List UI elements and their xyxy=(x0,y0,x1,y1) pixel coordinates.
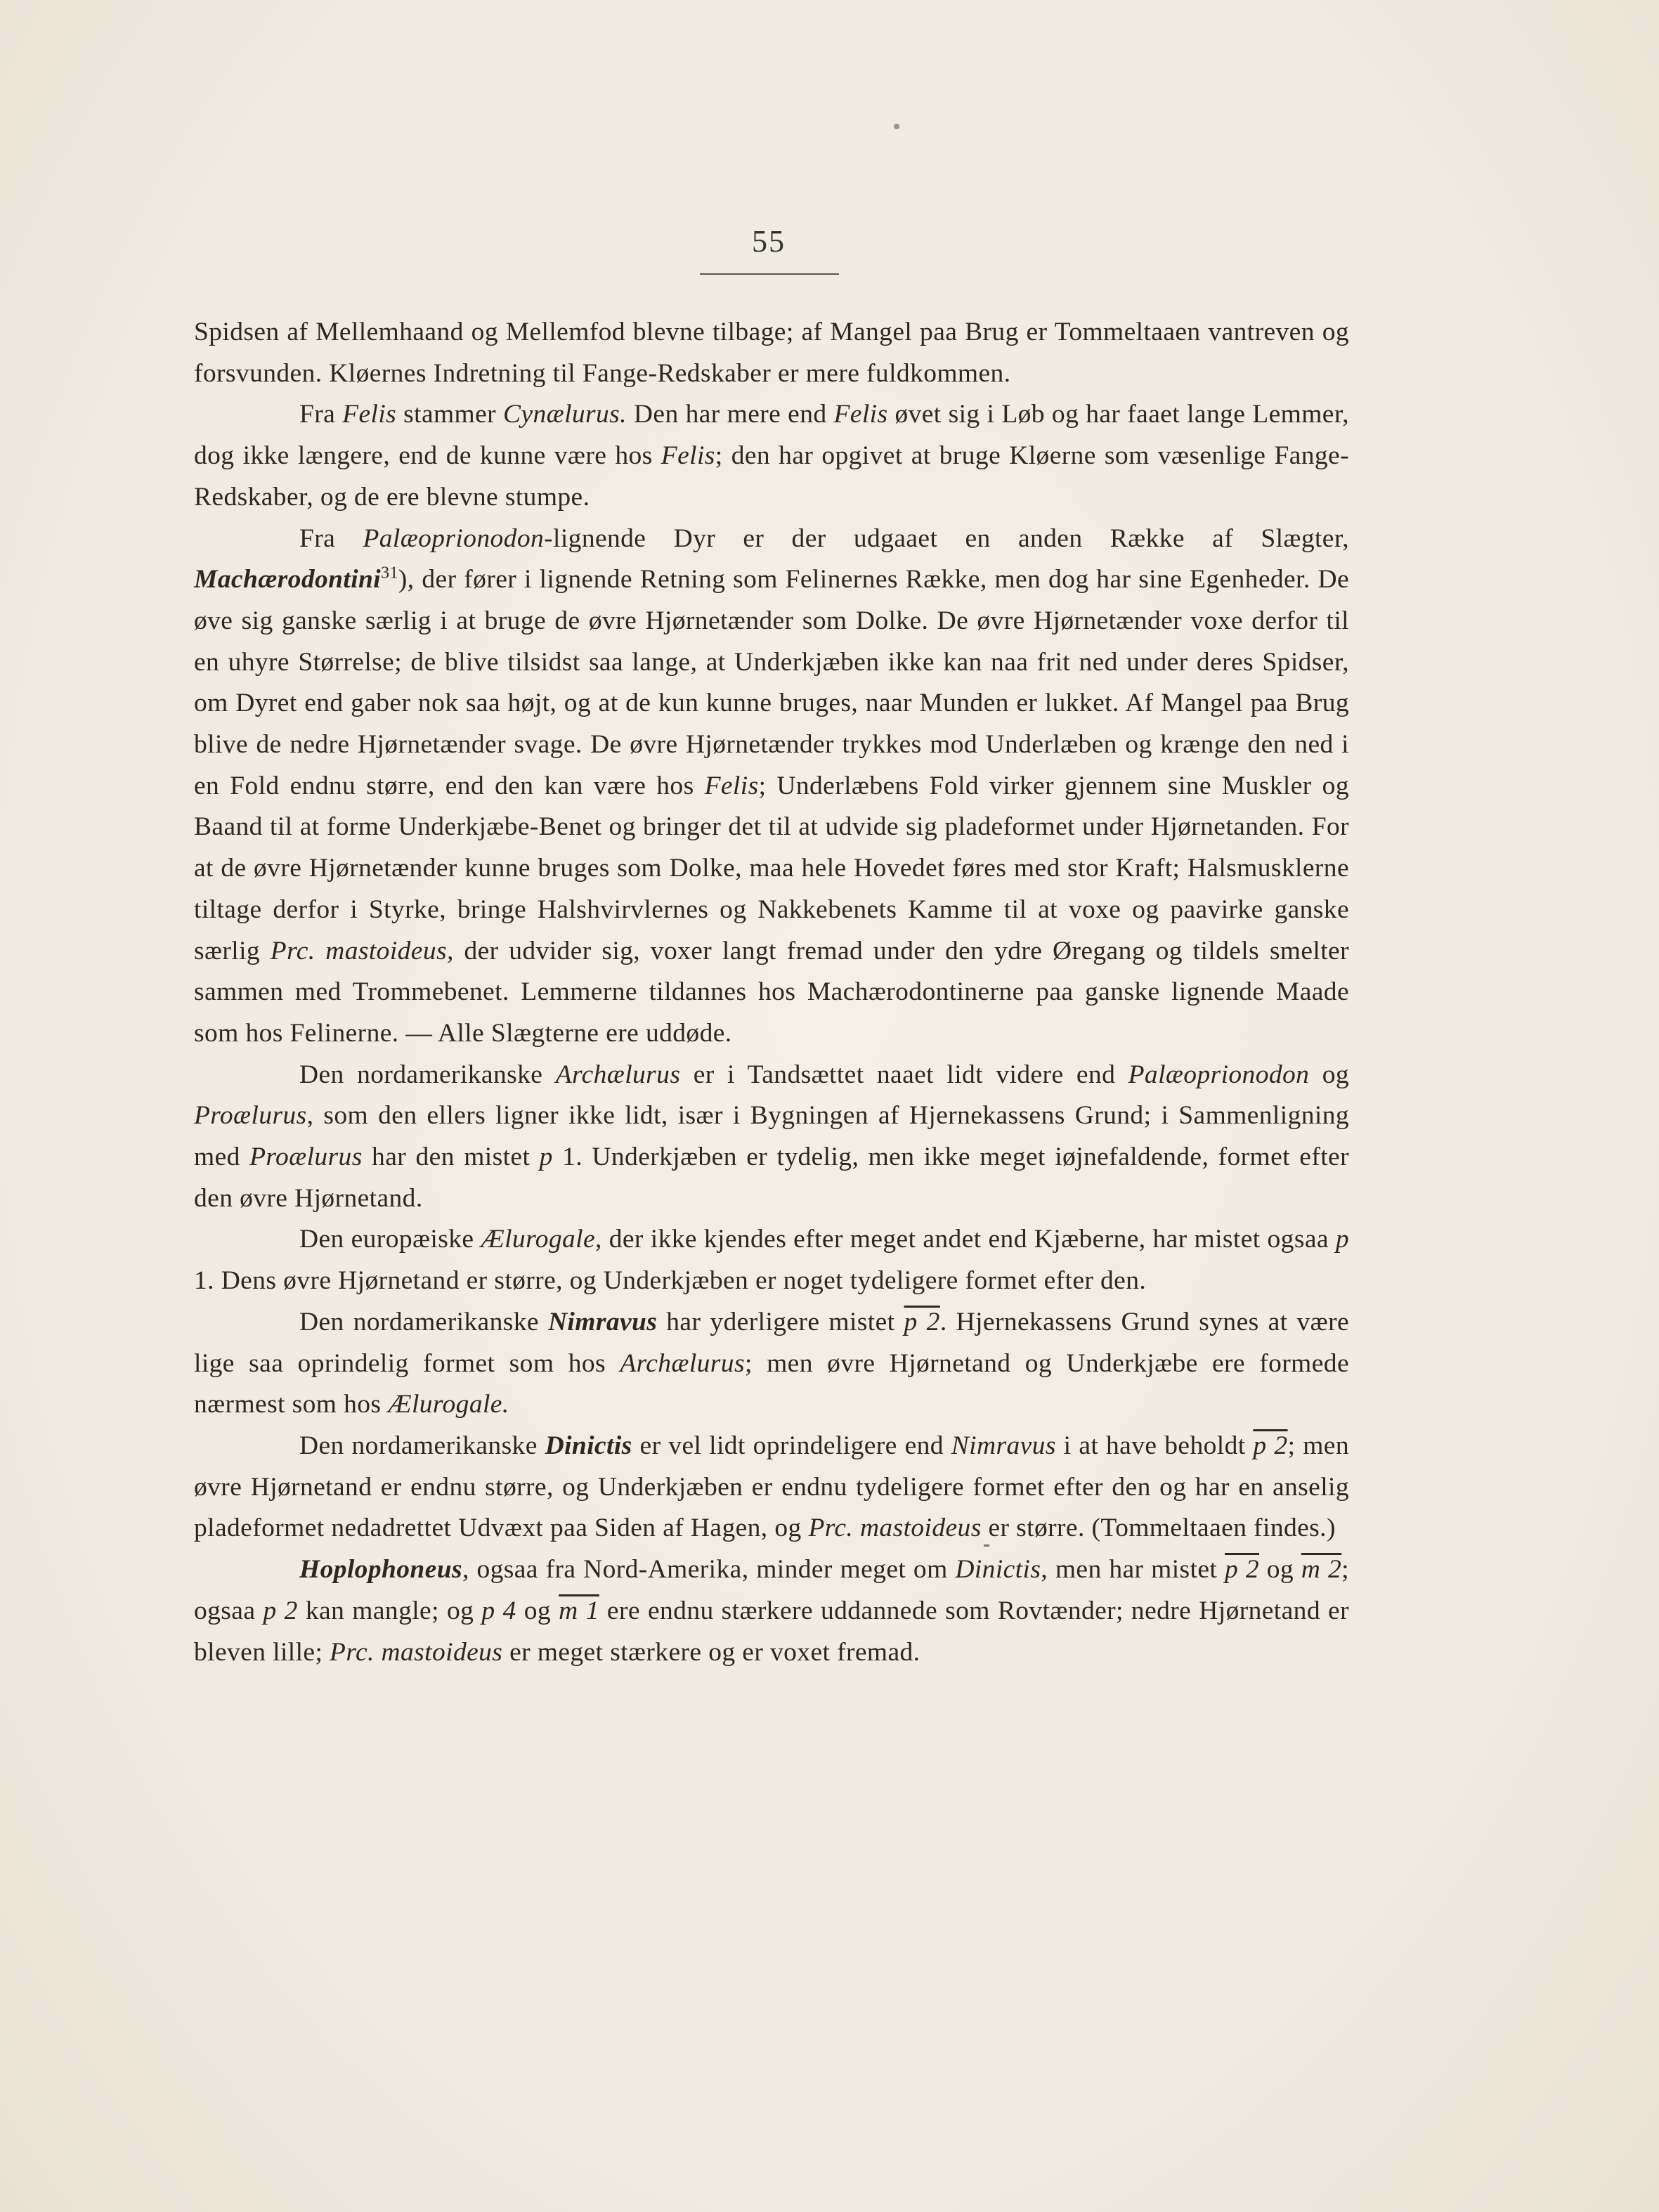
italic-term: Archælurus xyxy=(555,1060,681,1089)
italic-term: Felis xyxy=(704,771,759,800)
italic-term: Archælurus xyxy=(620,1348,745,1378)
text-run: , ogsaa fra Nord-Amerika, minder meget om xyxy=(462,1555,956,1585)
text-run: . Hjernekassens Grund synes at være lige saa oprindelig formet som hos xyxy=(194,1307,1350,1378)
print-speck xyxy=(894,124,899,129)
text-run: Spidsen af Mellemhaand og Mellemfod blevne tilbage; af Mangel paa Brug er Tommeltaaen vantreven og forsvunden. Kløernes Indretning til Fange-Redskaber er mere fuldkommen. xyxy=(194,318,1349,388)
text-run: ere endnu stærkere uddannede som Rovtænder; nedre Hjørnetand er bleven lille; xyxy=(194,1596,1349,1667)
text-run: er meget stærkere og er voxet fremad. xyxy=(502,1637,920,1667)
text-run: og xyxy=(1309,1060,1350,1089)
italic-term: Proælurus xyxy=(249,1143,363,1172)
text-run: er i Tandsættet naaet lidt videre end xyxy=(680,1060,1128,1089)
text-run: , som den ellers ligner ikke lidt, især i Bygningen af Hjernekassens Grund; i Sammenligning med xyxy=(194,1101,1349,1172)
text-run: , der ikke kjendes efter meget andet end Kjæberne, har mistet ogsaa xyxy=(595,1225,1336,1254)
italic-term: Nimravus xyxy=(951,1431,1056,1460)
tooth-formula: p 2 xyxy=(1253,1431,1288,1460)
italic-term: p 4 xyxy=(481,1596,516,1625)
body-text xyxy=(194,312,1349,1673)
text-run: Fra xyxy=(299,523,363,553)
genus-heading: Hoplophoneus xyxy=(299,1555,462,1585)
text-run: ; ogsaa xyxy=(194,1555,1349,1625)
text-run: er vel lidt oprindeligere end xyxy=(632,1431,951,1460)
text-run: øvet sig i Løb og har faaet lange Lemmer, dog ikke længere, end de kunne være hos xyxy=(194,400,1349,471)
paragraph xyxy=(194,312,1349,394)
italic-term: Prc. mastoideus, xyxy=(270,936,454,965)
text-run: ; Underlæbens Fold virker gjennem sine Muskler og Baand til at forme Underkjæbe-Benet og bringer det til at udvide sig pladeformet under Hjørnetanden. For at de øvre Hjørnetænder kunne bruges som Dolke, maa hele Hovedet føres med stor Kraft; Halsmusklerne tiltage derfor i Styrke, bringe Halshvirvlernes og Nakkebenets Kamme til at voxe og paavirke ganske særlig xyxy=(194,771,1349,965)
italic-term: Felis xyxy=(833,400,888,429)
text-run: 1. Dens øvre Hjørnetand er større, og Underkjæben er noget tydeligere formet efter den. xyxy=(194,1266,1147,1296)
text-run: har yderligere mistet xyxy=(657,1307,904,1336)
paragraph xyxy=(194,519,1349,1055)
text-run: Den nordamerikanske xyxy=(299,1060,556,1089)
italic-term: Dinictis xyxy=(955,1555,1041,1585)
genus-heading: Nimravus xyxy=(547,1307,658,1336)
italic-term: p 2 xyxy=(263,1596,298,1625)
print-speck-dash xyxy=(984,1544,989,1547)
italic-term: Palæoprionodon xyxy=(363,523,545,553)
text-run: stammer xyxy=(396,400,504,429)
tooth-formula: m 2 xyxy=(1301,1555,1342,1585)
text-run: ), der fører i lignende Retning som Felinernes Række, men dog har sine Egenheder. De øve sig ganske særlig i at bruge de øvre Hjørnetænder som Dolke. De øvre Hjørnetænder voxe derfor til en uhyre Størrelse; de blive tilsidst saa lange, at Underkjæben ikke kan naa frit ned under deres Spidser, om Dyret end gaber nok saa højt, og at de kun kunne bruges, naar Munden er lukket. Af Mangel paa Brug blive de nedre Hjørnetænder svage. De øvre Hjørnetænder trykkes mod Underlæben og krænge den ned i en Fold endnu større, end den kan være hos xyxy=(194,565,1349,800)
italic-term: Cynælurus. xyxy=(503,400,627,429)
italic-term: Felis xyxy=(342,400,397,429)
page-number: 55 xyxy=(752,224,786,259)
text-run: kan mangle; og xyxy=(297,1596,482,1625)
italic-term: Felis xyxy=(661,441,715,471)
italic-term: Ælurogale xyxy=(481,1225,596,1254)
italic-term: p xyxy=(539,1143,553,1172)
text-run: og xyxy=(1259,1555,1301,1585)
paragraph xyxy=(194,1219,1349,1301)
text-run: , men har mistet xyxy=(1041,1555,1225,1585)
italic-term: Proælurus xyxy=(194,1101,307,1131)
text-run: har den mistet xyxy=(362,1143,540,1172)
text-run: er større. (Tommeltaaen findes.) xyxy=(981,1514,1336,1543)
text-run: Den europæiske xyxy=(299,1225,481,1254)
text-run: Den nordamerikanske xyxy=(299,1431,545,1460)
text-run: ; men øvre Hjørnetand er endnu større, og Underkjæben er endnu tydeligere formet efter den og har en anselig pladeformet nedadrettet Udvæxt paa Siden af Hagen, og xyxy=(194,1431,1349,1543)
paragraph xyxy=(194,394,1349,518)
paragraph xyxy=(194,1055,1349,1220)
text-run: ; men øvre Hjørnetand og Underkjæbe ere formede nærmest som hos xyxy=(194,1348,1349,1419)
text-run: Den nordamerikanske xyxy=(299,1307,548,1336)
text-run: og xyxy=(516,1596,559,1625)
tooth-formula: m 1 xyxy=(559,1596,599,1625)
page-number-rule xyxy=(700,273,839,275)
tooth-formula: p 2 xyxy=(904,1307,940,1336)
paragraph xyxy=(194,1302,1349,1426)
paragraph xyxy=(194,1426,1349,1549)
genus-heading: Machærodontini xyxy=(194,565,382,594)
text-run: Fra xyxy=(299,400,343,429)
genus-heading: Dinictis xyxy=(545,1431,632,1460)
text-run: ; den har opgivet at bruge Kløerne som væsenlige Fange-Redskaber, og de ere blevne stumpe. xyxy=(194,441,1349,512)
tooth-formula: p 2 xyxy=(1224,1555,1259,1585)
italic-term: p xyxy=(1335,1225,1350,1254)
text-run: -lignende Dyr er der udgaaet en anden Række af Slægter, xyxy=(544,523,1349,553)
italic-term: Prc. mastoideus xyxy=(808,1514,982,1543)
text-run: Den har mere end xyxy=(626,400,834,429)
italic-term: Prc. mastoideus xyxy=(330,1637,503,1667)
footnote-ref: 31 xyxy=(381,564,398,583)
text-run: der udvider sig, voxer langt fremad under den ydre Øregang og tildels smelter sammen med Trommebenet. Lemmerne tildannes hos Machærodontinerne paa ganske lignende Maade som hos Felinerne. — Alle Slægterne ere uddøde. xyxy=(194,936,1349,1048)
italic-term: Palæoprionodon xyxy=(1128,1060,1310,1089)
text-run: 1. Underkjæben er tydelig, men ikke meget iøjnefaldende, formet efter den øvre Hjørnetand. xyxy=(194,1143,1349,1213)
paragraph xyxy=(194,1549,1349,1673)
text-run: i at have beholdt xyxy=(1055,1431,1254,1460)
italic-term: Ælurogale. xyxy=(388,1390,509,1419)
